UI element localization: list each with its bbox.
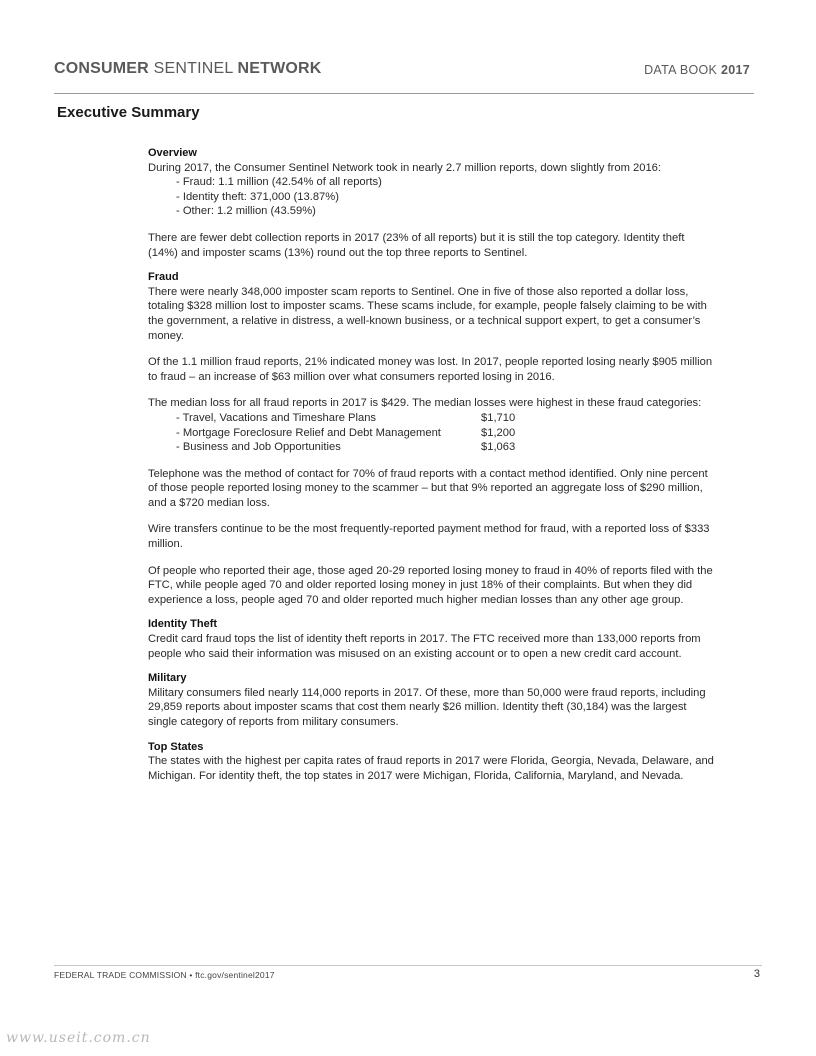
page-title: Executive Summary: [57, 104, 200, 121]
median-loss-table: [148, 411, 515, 455]
loss-category: - Business and Job Opportunities: [176, 441, 341, 454]
fraud-paragraph-4: Telephone was the method of contact for 70% of fraud reports with a contact method identified. Only nine percent of those people reported losing money to the scammer – but that 9% reported an aggregate loss of $290 million, and a $720 median loss.: [148, 467, 708, 509]
page-number: 3: [753, 968, 760, 980]
fraud-heading: Fraud: [148, 271, 179, 284]
report-title-bold-1: CONSUMER: [54, 60, 149, 77]
list-item: - Identity theft: 371,000 (13.87%): [176, 190, 339, 203]
list-item: - Fraud: 1.1 million (42.54% of all reports): [176, 176, 382, 189]
table-row: [148, 411, 515, 426]
overview-bullet-list: [148, 175, 714, 219]
report-title-regular: SENTINEL: [153, 60, 233, 77]
overview-intro: During 2017, the Consumer Sentinel Network took in nearly 2.7 million reports, down slightly from 2016:: [148, 161, 662, 174]
top-states-heading: Top States: [148, 740, 204, 753]
watermark: www.useit.com.cn: [6, 1030, 151, 1046]
footer-divider: [54, 965, 762, 966]
footer-source: FEDERAL TRADE COMMISSION • ftc.gov/sentinel2017: [54, 970, 275, 980]
report-title-bold-2: NETWORK: [237, 60, 322, 77]
fraud-paragraph-5: Wire transfers continue to be the most frequently-reported payment method for fraud, with a reported loss of $333 million.: [148, 523, 710, 551]
report-title: [54, 60, 322, 78]
military-heading: Military: [148, 672, 187, 685]
identity-theft-heading: Identity Theft: [148, 618, 218, 631]
loss-value: $1,200: [481, 426, 516, 439]
data-book-year: 2017: [720, 63, 750, 77]
table-row: [148, 426, 515, 441]
table-row: [148, 440, 515, 455]
loss-category: - Mortgage Foreclosure Relief and Debt Management: [176, 426, 441, 439]
loss-value: $1,063: [481, 441, 516, 454]
loss-value: $1,710: [481, 411, 516, 424]
fraud-paragraph-1: There were nearly 348,000 imposter scam reports to Sentinel. One in five of those also reported a dollar loss, totaling $328 million lost to imposter scams. These scams include, for example, people falsely claiming to be with the government, a relative in distress, a well-known business, or a technical support expert, to get a consumer’s money.: [148, 285, 707, 342]
military-paragraph: Military consumers filed nearly 114,000 reports in 2017. Of these, more than 50,000 were fraud reports, including 29,859 reports about imposter scams that cost them nearly $26 million. Identity theft (30,184) was the largest single category of reports from military consumers.: [148, 686, 706, 728]
list-item: - Other: 1.2 million (43.59%): [176, 205, 316, 218]
fraud-paragraph-6: Of people who reported their age, those aged 20-29 reported losing money to fraud in 40% of reports filed with the FTC, while people aged 70 and older reported losing money in just 18% of their complaints. But when they did experience a loss, people aged 70 and older reported much higher median losses than any other age group.: [148, 564, 713, 606]
fraud-paragraph-2: Of the 1.1 million fraud reports, 21% indicated money was lost. In 2017, people reported losing nearly $905 million to fraud – an increase of $63 million over what consumers reported losing in 2016.: [148, 356, 713, 383]
overview-heading: Overview: [148, 147, 197, 159]
top-states-paragraph: The states with the highest per capita rates of fraud reports in 2017 were Florida, Georgia, Nevada, Delaware, and Michigan. For identity theft, the top states in 2017 were Michigan, Florida, California, Maryland, and Nevada.: [148, 755, 714, 782]
fraud-paragraph-3: The median loss for all fraud reports in 2017 is $429. The median losses were highest in these fraud categories:: [148, 397, 702, 410]
main-content: [148, 146, 714, 783]
identity-theft-paragraph: Credit card fraud tops the list of identity theft reports in 2017. The FTC received more than 133,000 reports from people who said their information was misused on an existing account or to open a new credit card account.: [148, 633, 701, 660]
loss-category: - Travel, Vacations and Timeshare Plans: [176, 411, 377, 424]
overview-paragraph: There are fewer debt collection reports in 2017 (23% of all reports) but it is still the top category. Identity theft (14%) and imposter scams (13%) round out the top three reports to Sentinel.: [148, 231, 685, 259]
data-book-label: [644, 63, 750, 77]
data-book-text: DATA BOOK: [644, 63, 718, 77]
header-divider: [54, 93, 754, 94]
